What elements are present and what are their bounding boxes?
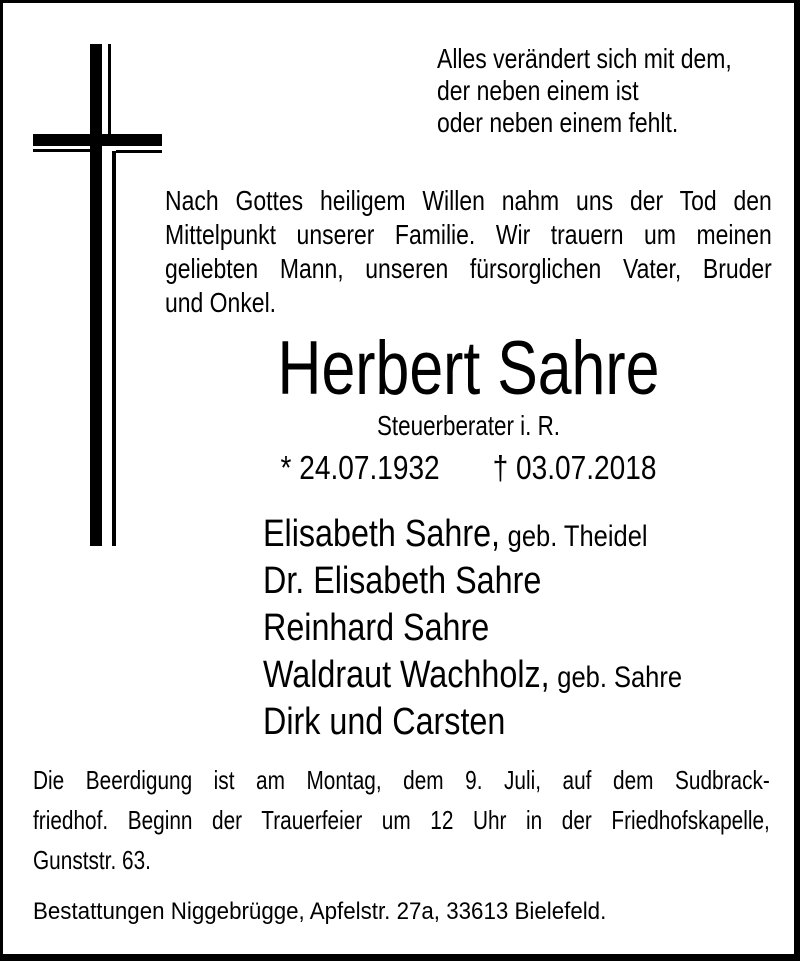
funeral-info-line: Gunststr. 63. <box>33 845 151 875</box>
mourner-name: Waldraut Wachholz, <box>263 654 550 696</box>
mourners-list <box>263 512 682 747</box>
intro-line: Mittelpunkt unserer Familie. Wir trauern um meinen <box>165 219 772 250</box>
birth-date: 24.07.1932 <box>299 449 440 486</box>
intro-line: und Onkel. <box>165 287 277 318</box>
mourner-birthname: geb. Sahre <box>557 661 683 694</box>
mourner-row <box>263 606 682 653</box>
cross-vertical-bar <box>90 44 102 546</box>
funeral-info-line: friedhof. Beginn der Trauerfeier um 12 Uhr in der Friedhofskapelle, <box>33 805 770 835</box>
memorial-verse <box>437 43 732 139</box>
intro-paragraph <box>165 184 772 320</box>
mourner-name: Elisabeth Sahre, <box>263 513 501 555</box>
cross-shadow-line-horizontal-right <box>116 150 162 153</box>
funeral-info-line: Die Beerdigung ist am Montag, dem 9. Juli, auf dem Sudbrack- <box>33 765 770 795</box>
mourner-row <box>263 653 682 700</box>
verse-line: oder neben einem fehlt. <box>437 107 679 138</box>
cross-horizontal-bar <box>33 134 162 146</box>
deceased-name: Herbert Sahre <box>277 326 660 411</box>
cross-shadow-line-vertical-lower <box>112 151 116 546</box>
cross-shadow-line-vertical-upper <box>108 44 111 134</box>
mourner-name: Dirk und Carsten <box>263 701 506 743</box>
mourner-name: Reinhard Sahre <box>263 607 490 649</box>
mourner-birthname: geb. Theidel <box>507 520 648 553</box>
mourner-row <box>263 559 682 606</box>
funeral-home-line: Bestattungen Niggebrügge, Apfelstr. 27a, 33613 Bielefeld. <box>33 898 607 925</box>
funeral-info-paragraph <box>33 760 770 880</box>
verse-line: der neben einem ist <box>437 75 639 106</box>
cross-shadow-line-horizontal-left <box>33 149 90 152</box>
life-dates <box>211 450 727 486</box>
death-dagger-icon: † <box>492 449 509 486</box>
birth-star-icon: * <box>280 449 292 486</box>
mourner-row <box>263 700 682 747</box>
mourner-name: Dr. Elisabeth Sahre <box>263 560 542 602</box>
mourner-row <box>263 512 682 559</box>
deceased-profession: Steuerberater i. R. <box>376 410 561 441</box>
verse-line: Alles verändert sich mit dem, <box>437 43 732 74</box>
intro-line: Nach Gottes heiligem Willen nahm uns der Tod den <box>165 185 772 216</box>
death-date: 03.07.2018 <box>516 449 657 486</box>
intro-line: geliebten Mann, unseren fürsorglichen Vater, Bruder <box>165 253 772 284</box>
